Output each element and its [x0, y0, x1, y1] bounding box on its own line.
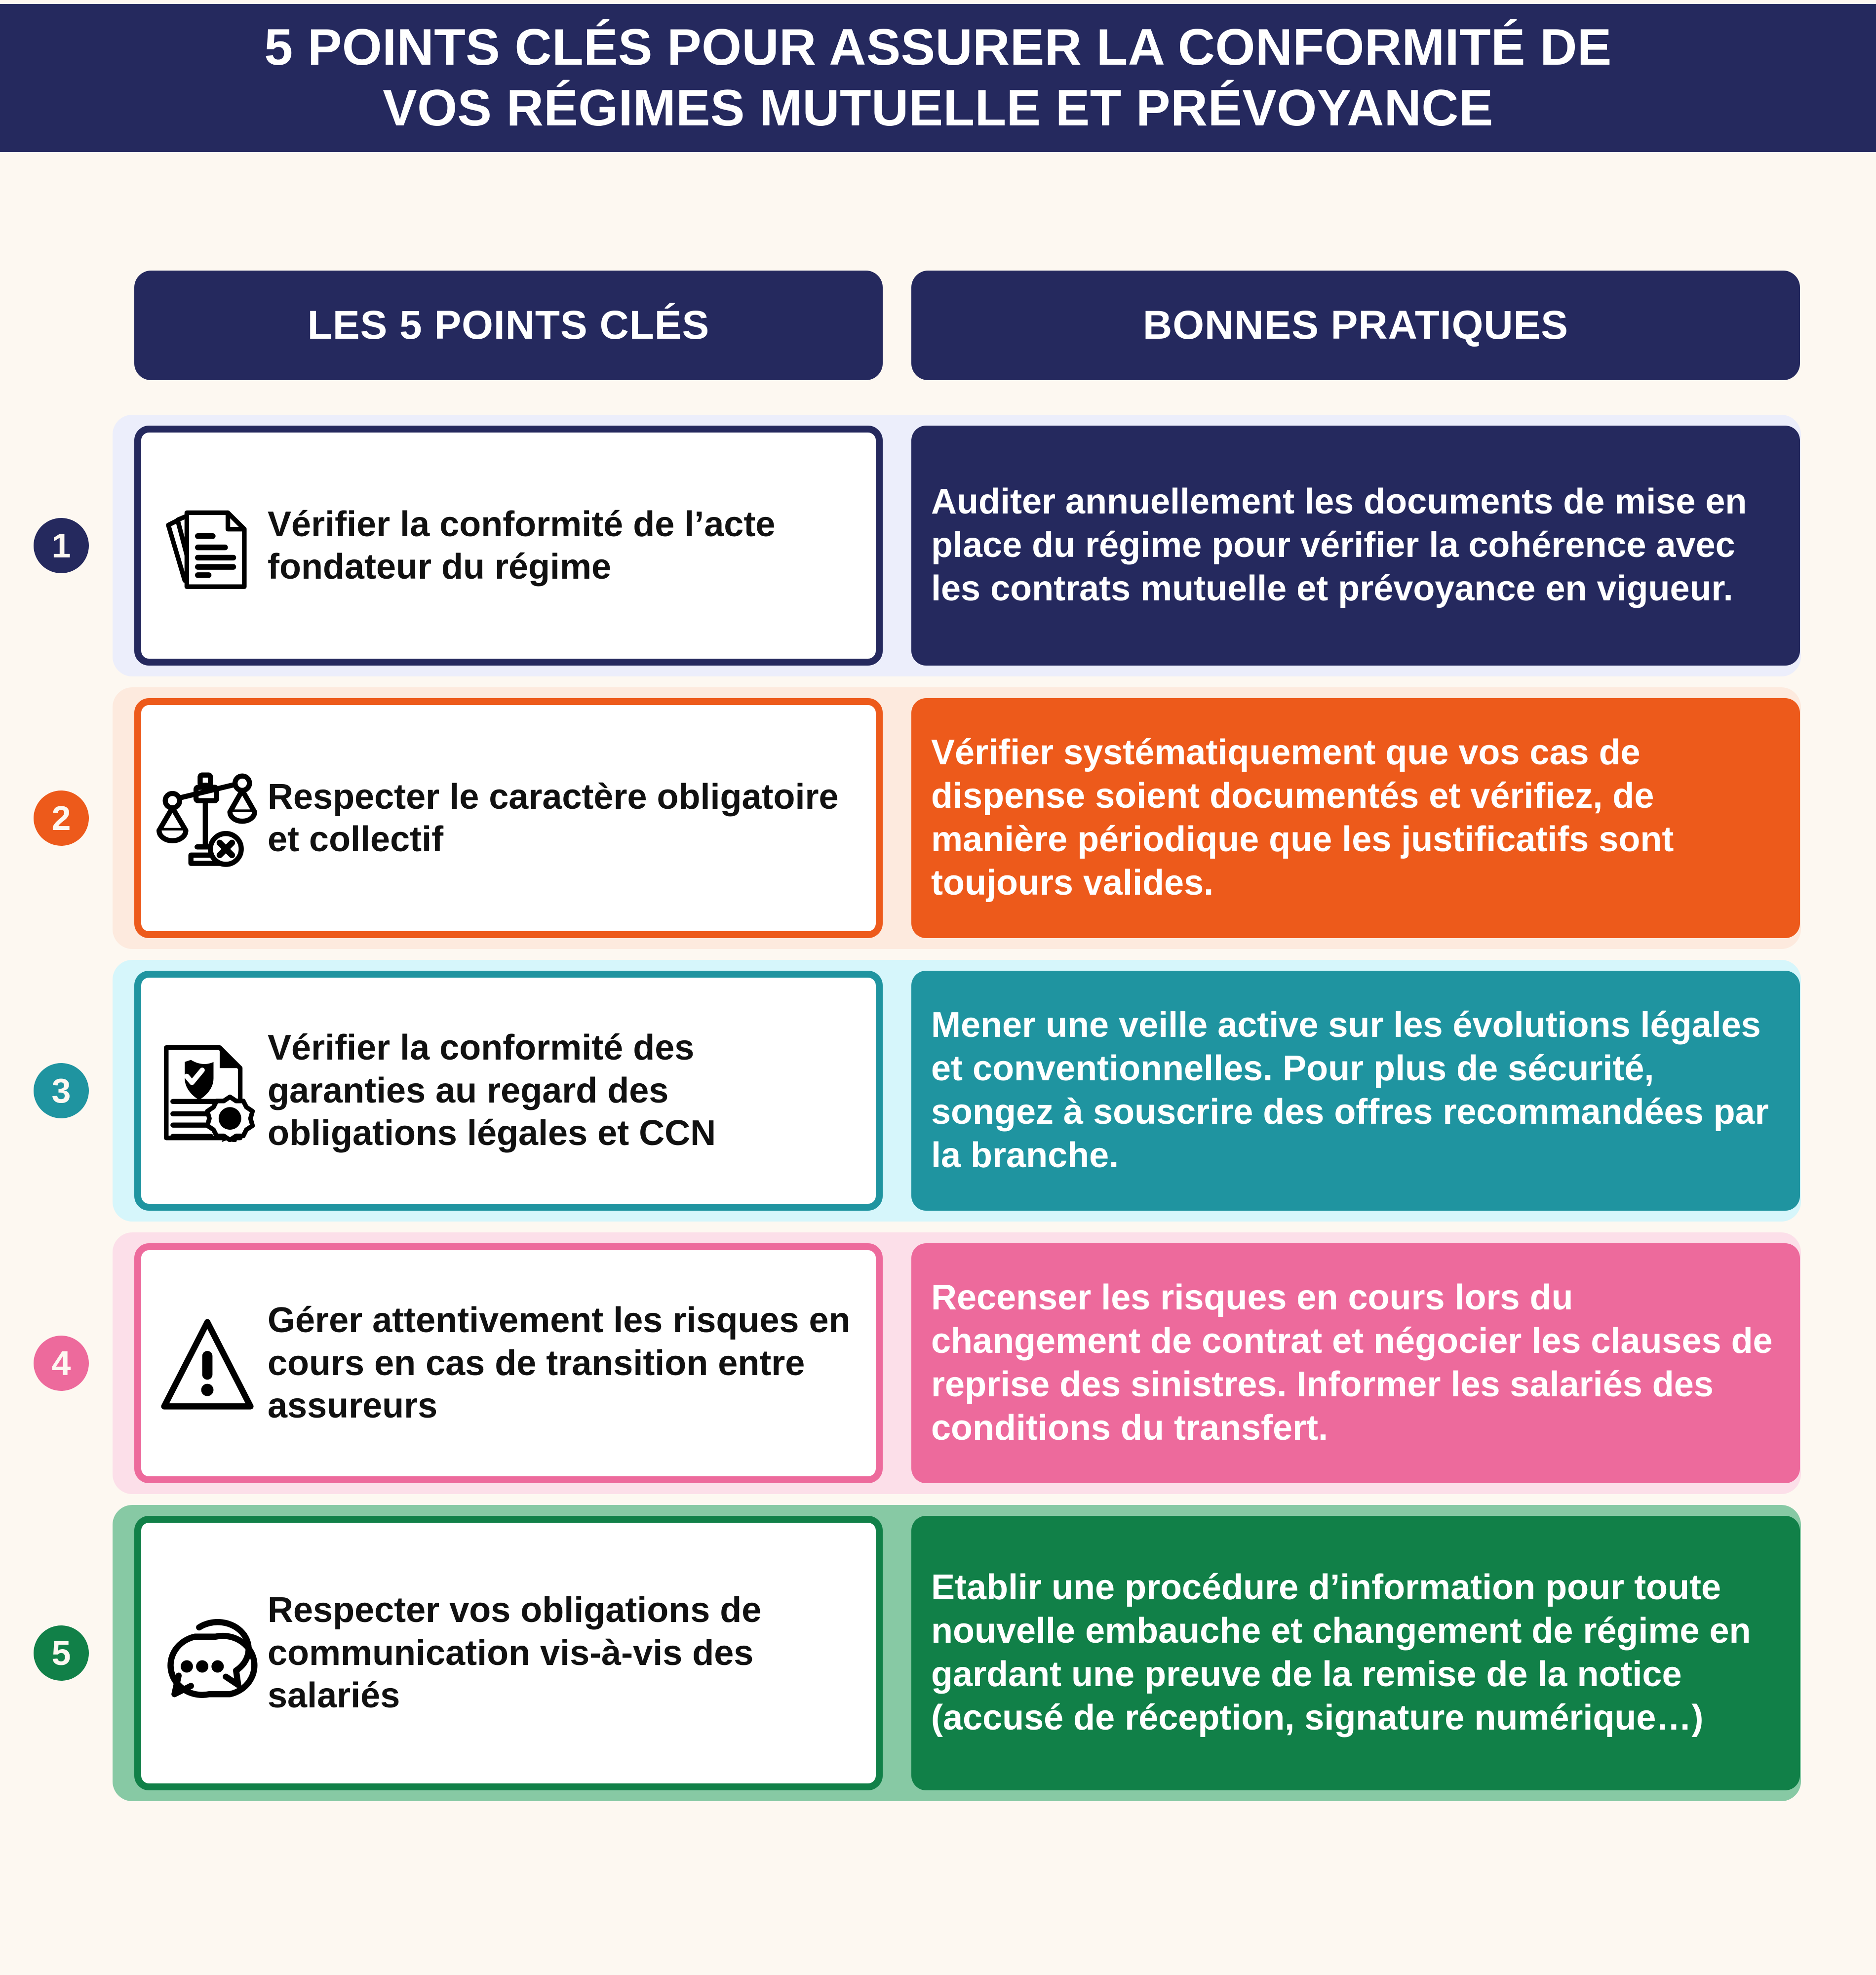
key-point-cell[interactable]: [134, 971, 883, 1211]
row-number-label: 2: [51, 799, 71, 837]
row-number-label: 3: [51, 1071, 71, 1110]
row-number-badge: [34, 1336, 89, 1391]
row-number-badge: [34, 1625, 89, 1681]
good-practice-text: Auditer annuellement les documents de mise en place du régime pour vérifier la cohérence avec les contrats mutuelle et prévoyance en vigueur.: [931, 482, 1747, 608]
unbalanced-scales-icon: [156, 767, 259, 869]
table-row: [0, 960, 1876, 1222]
good-practice-cell[interactable]: [911, 698, 1800, 938]
certificate-shield-icon: [156, 1039, 259, 1142]
title-banner: [0, 4, 1876, 152]
good-practice-cell[interactable]: [911, 426, 1800, 666]
warning-triangle-icon: [156, 1312, 259, 1415]
chat-bubbles-icon: [156, 1602, 259, 1704]
column-header-good-practices: [911, 271, 1800, 380]
key-point-text: Respecter vos obligations de communication vis-à-vis des salariés: [268, 1590, 762, 1716]
good-practice-text: Etablir une procédure d’information pour toute nouvelle embauche et changement de régime en gardant une preuve de la remise de la notice (accusé de réception, signature numérique…): [931, 1568, 1751, 1738]
row-number-badge: [34, 518, 89, 573]
row-number-label: 1: [51, 526, 71, 565]
good-practice-cell[interactable]: [911, 971, 1800, 1211]
table-row: [0, 687, 1876, 949]
good-practice-text: Mener une veille active sur les évolutions légales et conventionnelles. Pour plus de sécurité, songez à souscrire des offres recommandées par la branche.: [931, 1005, 1769, 1175]
key-point-text: Vérifier la conformité des garanties au regard des obligations légales et CCN: [268, 1028, 716, 1153]
documents-icon: [156, 494, 259, 597]
column-header-key-points: [134, 271, 883, 380]
key-point-cell[interactable]: [134, 1243, 883, 1483]
table-row: [0, 415, 1876, 676]
column-header-key-points-label: LES 5 POINTS CLÉS: [307, 303, 710, 348]
row-number-label: 5: [51, 1634, 71, 1672]
good-practice-cell[interactable]: [911, 1516, 1800, 1790]
column-header-good-practices-label: BONNES PRATIQUES: [1143, 303, 1568, 348]
key-point-cell[interactable]: [134, 698, 883, 938]
key-point-text: Gérer attentivement les risques en cours en cas de transition entre assureurs: [268, 1301, 851, 1426]
key-point-cell[interactable]: [134, 1516, 883, 1790]
column-headers: [0, 271, 1876, 395]
row-number-badge: [34, 790, 89, 846]
page-title: 5 POINTS CLÉS POUR ASSURER LA CONFORMITÉ DE VOS RÉGIMES MUTUELLE ET PRÉVOYANCE: [264, 19, 1612, 137]
row-number-label: 4: [51, 1344, 71, 1382]
row-number-badge: [34, 1063, 89, 1118]
good-practice-cell[interactable]: [911, 1243, 1800, 1483]
good-practice-text: Vérifier systématiquement que vos cas de dispense soient documentés et vérifiez, de manière périodique que les justificatifs sont toujours valides.: [931, 733, 1674, 903]
key-point-text: Respecter le caractère obligatoire et collectif: [268, 777, 839, 859]
key-point-cell[interactable]: [134, 426, 883, 666]
table-row: [0, 1232, 1876, 1494]
rows-container: [0, 415, 1876, 1812]
good-practice-text: Recenser les risques en cours lors du changement de contrat et négocier les clauses de reprise des sinistres. Informer les salariés des conditions du transfert.: [931, 1278, 1773, 1448]
key-point-text: Vérifier la conformité de l’acte fondateur du régime: [268, 504, 776, 587]
table-row: [0, 1505, 1876, 1801]
